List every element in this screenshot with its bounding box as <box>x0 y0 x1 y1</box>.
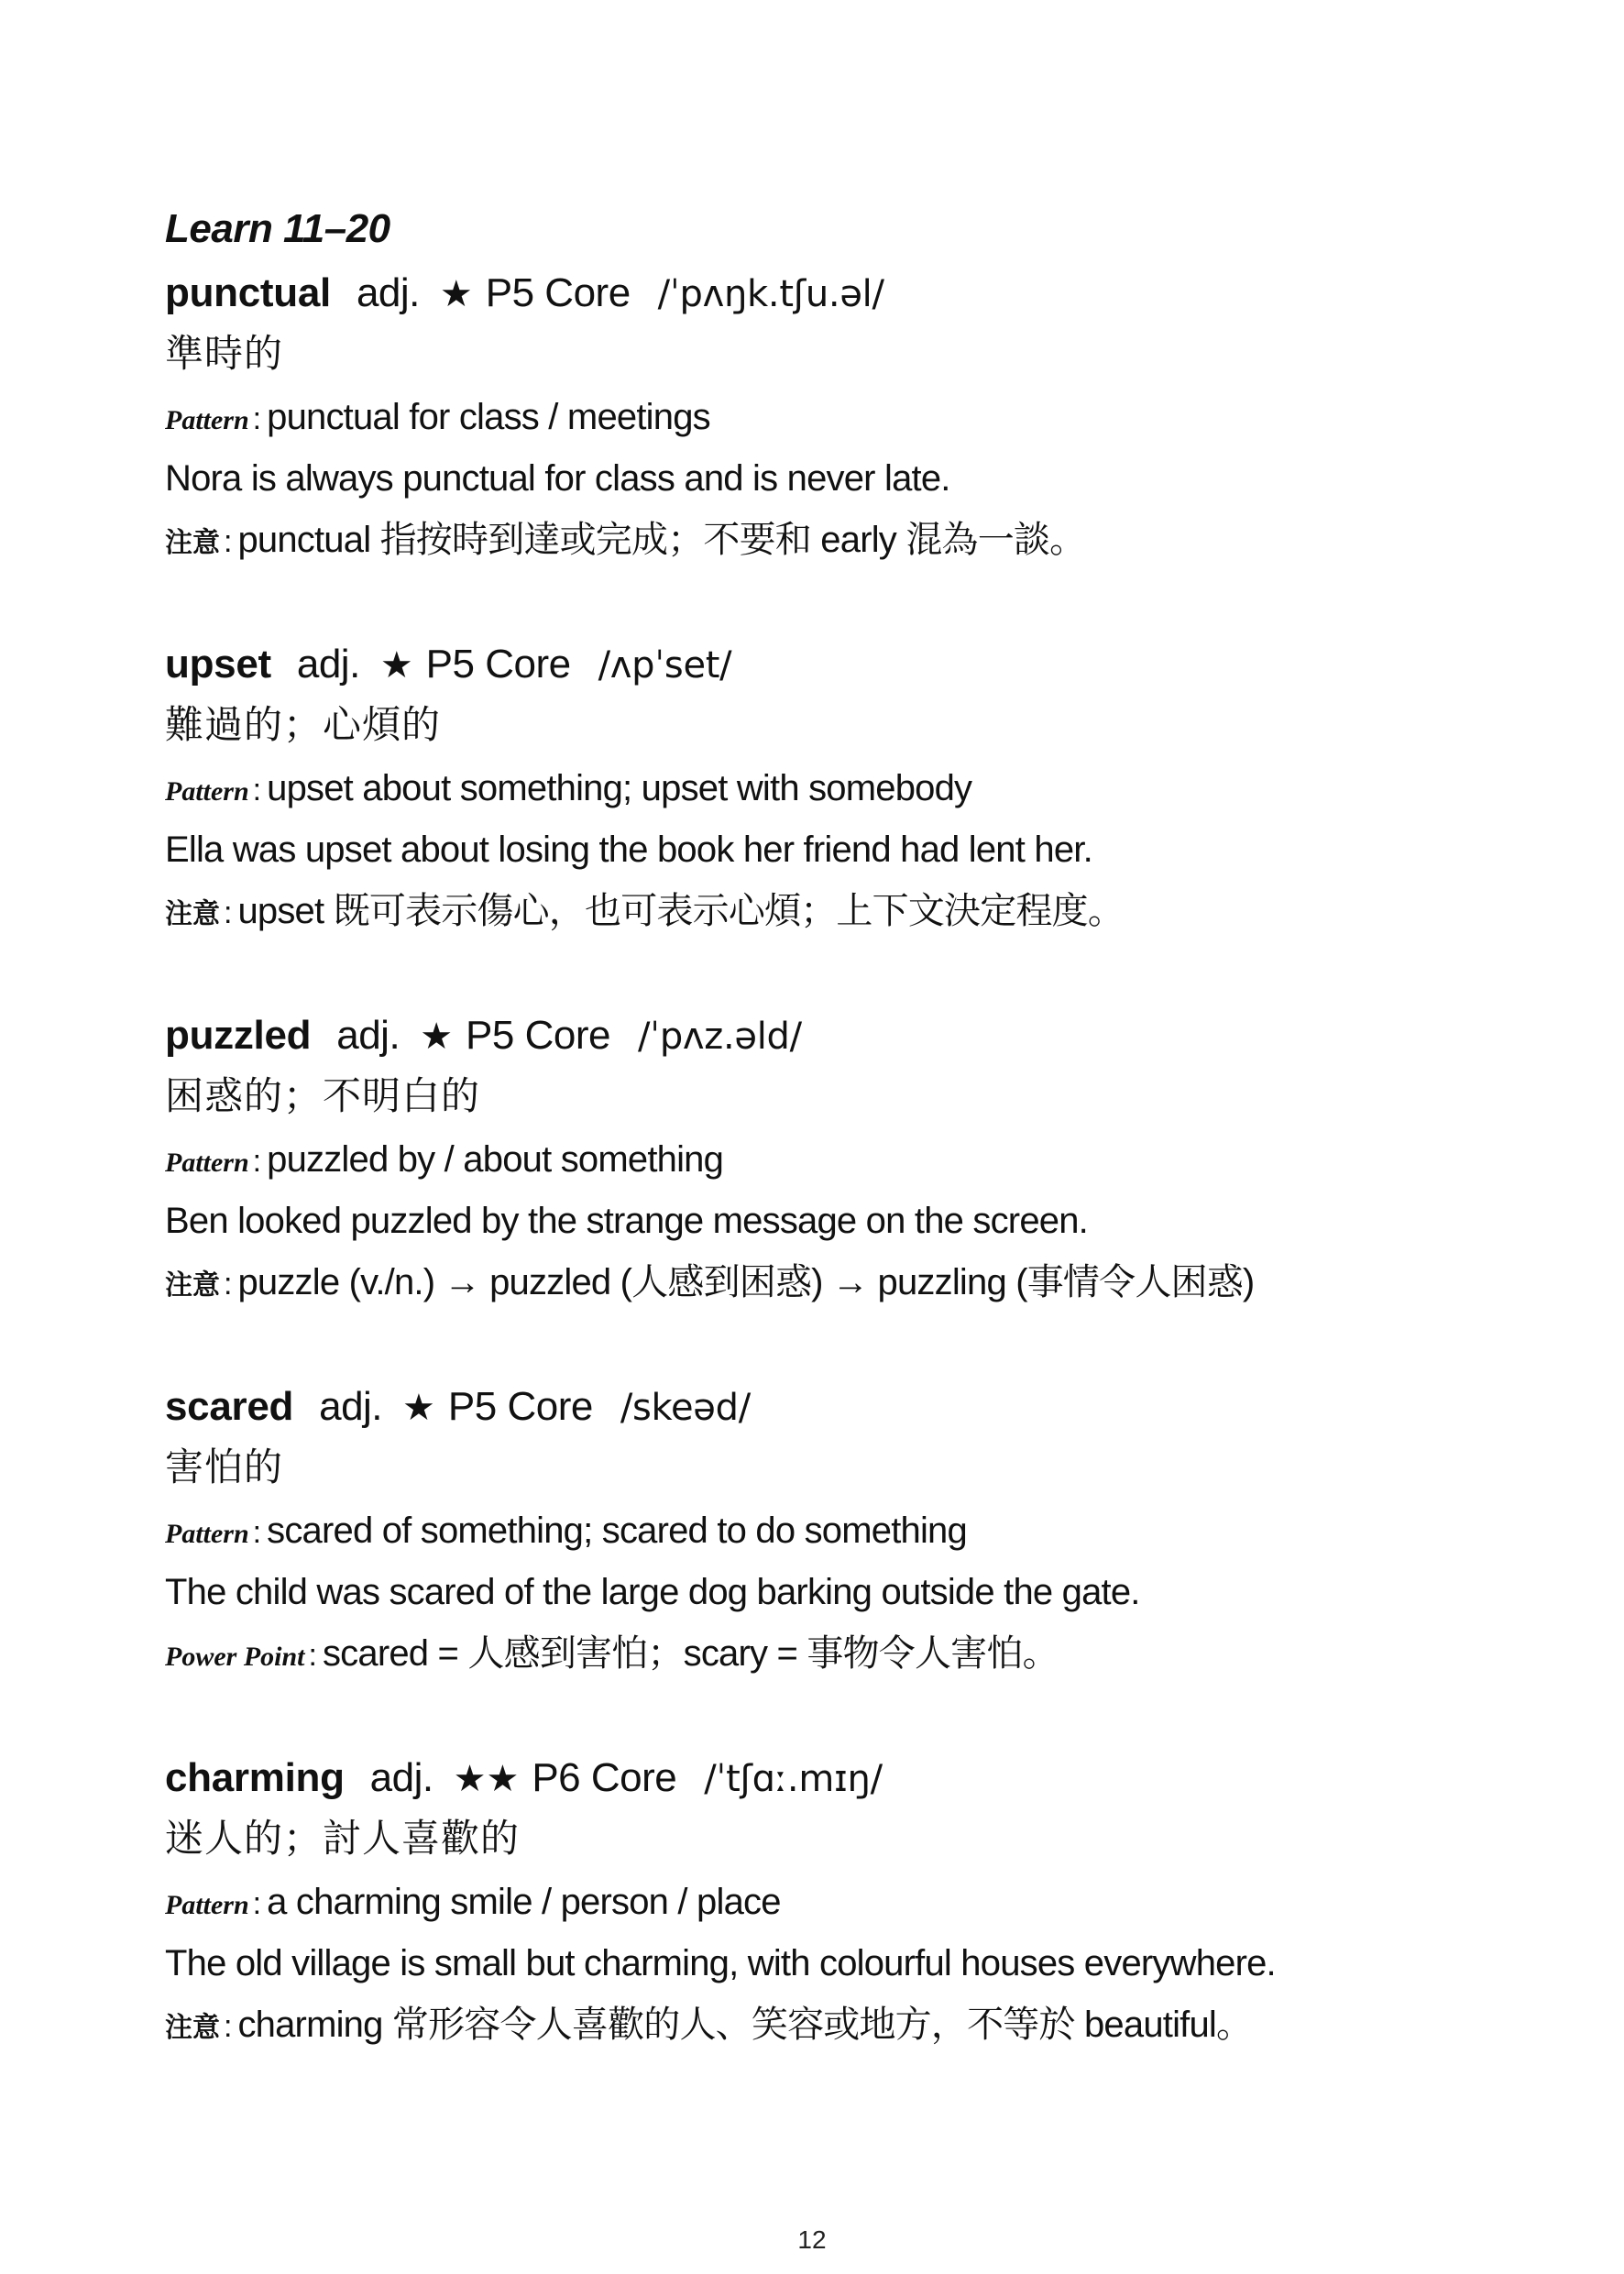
entry-headline <box>165 1008 802 1064</box>
pronunciation: /ʌpˈset/ <box>598 644 732 687</box>
example-sentence: Ben looked puzzled by the strange message on the screen. <box>165 1201 1088 1241</box>
part-of-speech: adj. <box>356 270 420 315</box>
star-rating-icon: ★ <box>439 273 473 315</box>
label-separator: : <box>252 1886 262 1921</box>
note-line <box>165 1258 1254 1311</box>
chinese-meaning: 迷人的；討人喜歡的 <box>165 1816 521 1861</box>
label-separator: : <box>224 895 233 930</box>
part-of-speech: adj. <box>296 642 360 687</box>
label-separator: : <box>252 1144 262 1179</box>
chinese-meaning: 準時的 <box>165 331 284 376</box>
note-text: charming 常形容令人喜歡的人、笑容或地方，不等於 beautiful。 <box>237 2005 1253 2045</box>
pattern-text: a charming smile / person / place <box>267 1882 781 1922</box>
pronunciation: /skeəd/ <box>620 1387 751 1429</box>
example-sentence: Ella was upset about losing the book her friend had lent her. <box>165 829 1092 870</box>
note-line <box>165 886 1124 939</box>
pronunciation: /ˈpʌz.əld/ <box>637 1016 802 1058</box>
note-label: 注意 <box>165 898 220 930</box>
star-rating-icon: ★ <box>420 1016 454 1058</box>
star-rating-icon: ★★ <box>453 1758 520 1800</box>
pattern-label: Pattern <box>165 1890 249 1920</box>
entry-word: puzzled <box>165 1013 312 1058</box>
part-of-speech: adj. <box>319 1384 383 1429</box>
pattern-line <box>165 1877 781 1930</box>
label-separator: : <box>252 401 262 436</box>
level-label: P5 Core <box>485 270 631 315</box>
part-of-speech: adj. <box>336 1013 401 1058</box>
label-separator: : <box>252 773 262 807</box>
page-number: 12 <box>797 2225 827 2254</box>
example-sentence: Nora is always punctual for class and is never late. <box>165 458 950 499</box>
note-label: 注意 <box>165 1269 220 1302</box>
note-text: upset 既可表示傷心，也可表示心煩；上下文決定程度。 <box>237 891 1125 931</box>
entry-headline <box>165 1751 883 1807</box>
pattern-label: Pattern <box>165 1148 249 1178</box>
pattern-text: scared of something; scared to do something <box>267 1511 967 1551</box>
chinese-meaning: 困惑的；不明白的 <box>165 1073 481 1118</box>
part-of-speech: adj. <box>369 1755 433 1800</box>
label-separator: : <box>224 524 233 559</box>
note-text: punctual 指按時到達或完成；不要和 early 混為一談。 <box>237 520 1086 560</box>
pattern-text: upset about something; upset with somebody <box>267 768 972 808</box>
note-text: puzzle (v./n.) → puzzled (人感到困惑) → puzzling (事情令人困惑) <box>237 1262 1255 1302</box>
level-label: P6 Core <box>532 1755 677 1800</box>
note-line <box>165 515 1085 568</box>
label-separator: : <box>224 1267 233 1302</box>
entry-word: punctual <box>165 270 331 315</box>
entry-word: upset <box>165 642 271 687</box>
pattern-line <box>165 1506 967 1559</box>
level-label: P5 Core <box>447 1384 593 1429</box>
chinese-meaning: 難過的；心煩的 <box>165 702 442 747</box>
example-sentence: The old village is small but charming, with colourful houses everywhere. <box>165 1943 1276 1983</box>
entry-word: scared <box>165 1384 294 1429</box>
pattern-label: Pattern <box>165 1519 249 1549</box>
pronunciation: /ˈpʌŋk.tʃu.əl/ <box>657 273 884 315</box>
pattern-label: Pattern <box>165 405 249 435</box>
pattern-line <box>165 1135 723 1188</box>
level-label: P5 Core <box>466 1013 610 1058</box>
section-heading: Learn 11–20 <box>165 206 390 251</box>
power-point-text: scared = 人感到害怕；scary = 事物令人害怕。 <box>322 1633 1059 1674</box>
power-point-label: Power Point <box>165 1642 305 1672</box>
pattern-text: puzzled by / about something <box>267 1139 724 1180</box>
pattern-text: punctual for class / meetings <box>267 397 710 437</box>
label-separator: : <box>252 1515 262 1550</box>
power-point-line <box>165 1629 1059 1682</box>
pattern-line <box>165 392 710 445</box>
entry-headline <box>165 637 731 693</box>
pattern-label: Pattern <box>165 776 249 807</box>
pattern-line <box>165 763 971 817</box>
label-separator: : <box>224 2009 233 2044</box>
example-sentence: The child was scared of the large dog barking outside the gate. <box>165 1572 1140 1612</box>
note-label: 注意 <box>165 2012 220 2044</box>
pronunciation: /ˈtʃɑː.mɪŋ/ <box>704 1758 883 1800</box>
star-rating-icon: ★ <box>379 644 413 687</box>
entry-headline <box>165 1379 751 1435</box>
note-line <box>165 2000 1252 2053</box>
entry-headline <box>165 266 884 322</box>
label-separator: : <box>308 1638 317 1673</box>
note-label: 注意 <box>165 527 220 559</box>
star-rating-icon: ★ <box>402 1387 435 1429</box>
entry-word: charming <box>165 1755 345 1800</box>
chinese-meaning: 害怕的 <box>165 1445 284 1489</box>
level-label: P5 Core <box>425 642 571 687</box>
